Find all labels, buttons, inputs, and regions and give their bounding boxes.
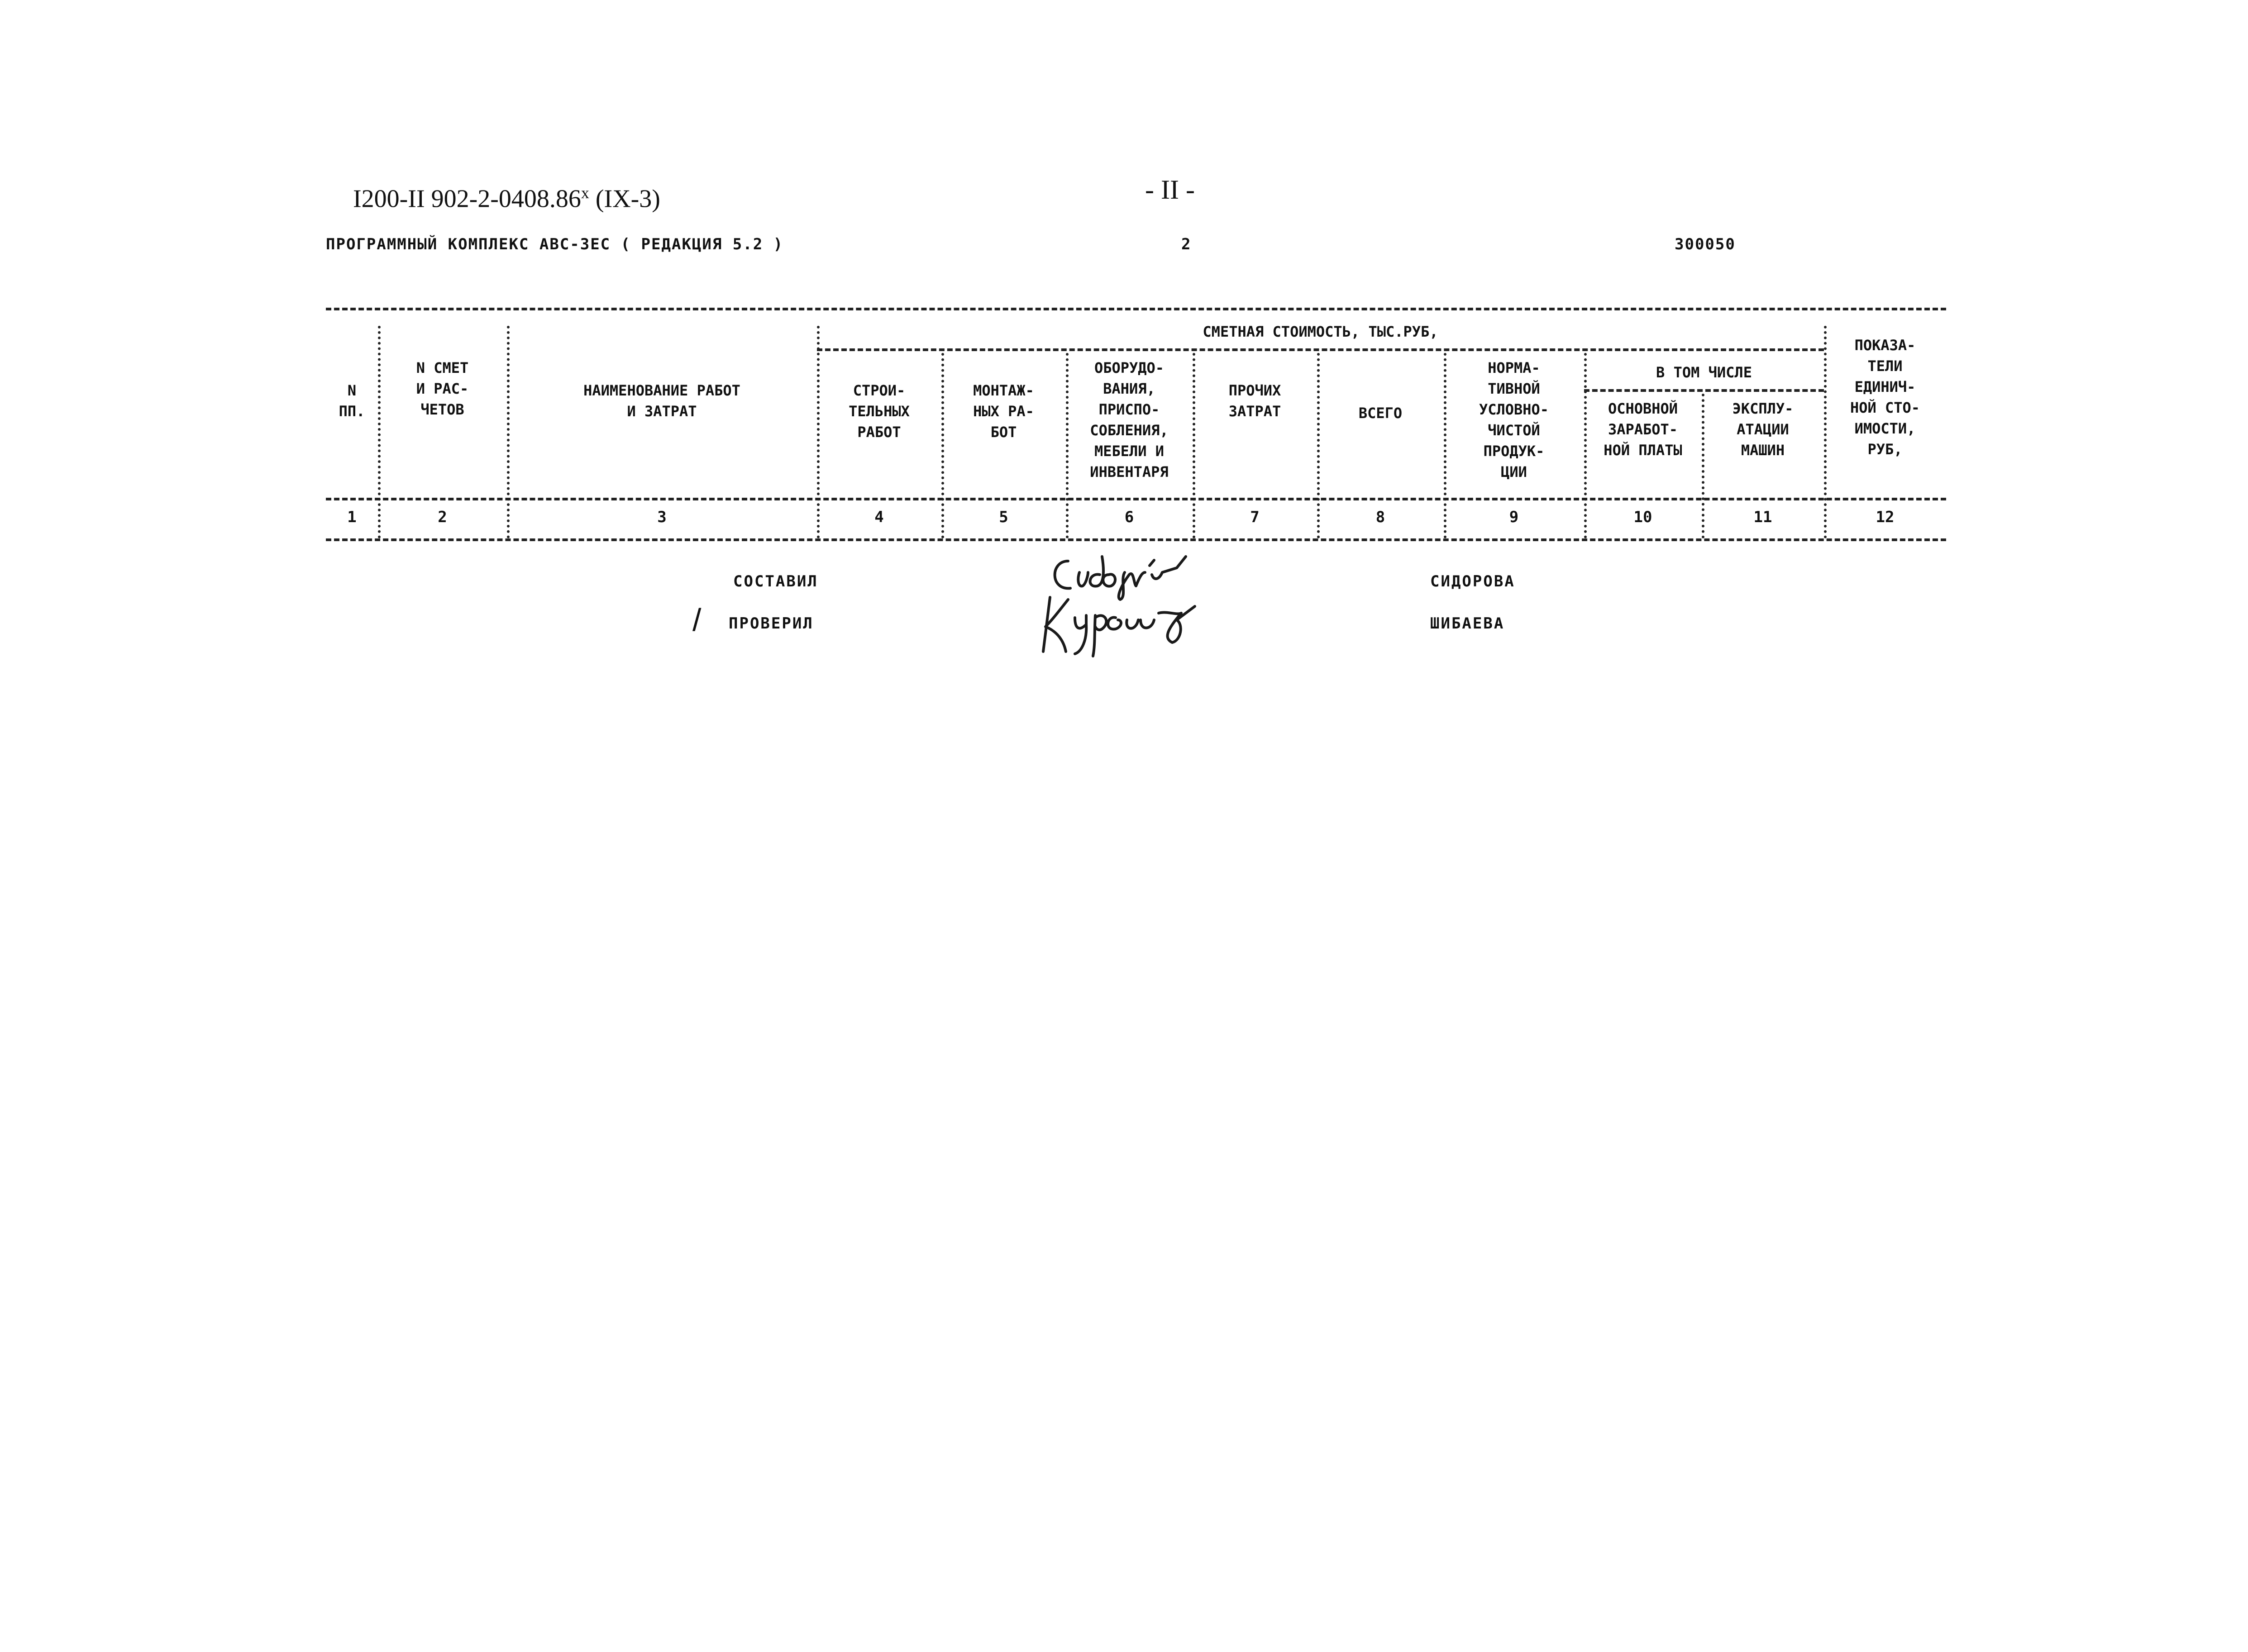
- column-number: 4: [874, 508, 884, 526]
- form-code: 300050: [1675, 235, 1736, 253]
- column-number: 10: [1633, 508, 1652, 526]
- compiled-by-name: СИДОРОВА: [1430, 572, 1515, 590]
- column-number: 6: [1124, 508, 1134, 526]
- signature-checked-by: [1032, 588, 1222, 661]
- compiled-by-label: СОСТАВИЛ: [733, 572, 818, 590]
- sheet-number: 2: [1181, 235, 1192, 253]
- checked-by-label: ПРОВЕРИЛ: [729, 614, 814, 633]
- document-code-suffix: (IX-3): [589, 185, 660, 213]
- column-header-equipment: ОБОРУДО- ВАНИЯ, ПРИСПО- СОБЛЕНИЯ, МЕБЕЛИ И ИНВЕНТАРЯ: [1090, 359, 1169, 481]
- column-header-work-name: НАИМЕНОВАНИЕ РАБОТ И ЗАТРАТ: [583, 382, 740, 420]
- slash-mark: /: [692, 602, 702, 638]
- column-header-basic-wages: ОСНОВНОЙ ЗАРАБОТ- НОЙ ПЛАТЫ: [1604, 400, 1682, 459]
- column-number: 2: [438, 508, 447, 526]
- group-header-estimated-cost: СМЕТНАЯ СТОИМОСТЬ, ТЫС.РУБ,: [1203, 323, 1438, 340]
- column-header-estimate-number: N СМЕТ И РАС- ЧЕТОВ: [416, 359, 469, 418]
- column-number: 5: [999, 508, 1008, 526]
- column-header-installation: МОНТАЖ- НЫХ РА- БОТ: [973, 382, 1034, 441]
- checked-by-name: ШИБАЕВА: [1430, 614, 1505, 633]
- column-header-other-costs: ПРОЧИХ ЗАТРАТ: [1228, 382, 1281, 420]
- column-number: 9: [1509, 508, 1519, 526]
- subgroup-header-including: В ТОМ ЧИСЛЕ: [1656, 364, 1752, 381]
- column-header-unit-cost: ПОКАЗА- ТЕЛИ ЕДИНИЧ- НОЙ СТО- ИМОСТИ, РУБ,: [1850, 337, 1920, 458]
- column-number: 8: [1375, 508, 1385, 526]
- column-header-number: N ПП.: [339, 382, 365, 420]
- column-number: 1: [347, 508, 357, 526]
- document-code-superscript: x: [581, 184, 589, 202]
- table-top-rule: [326, 308, 1946, 310]
- subgroup-header-rule: [1584, 389, 1824, 392]
- column-header-construction: СТРОИ- ТЕЛЬНЫХ РАБОТ: [849, 382, 910, 441]
- document-code: [353, 183, 660, 214]
- column-number: 3: [657, 508, 667, 526]
- group-header-rule: [817, 348, 1824, 351]
- column-number: 11: [1753, 508, 1772, 526]
- page-number: - II -: [1145, 175, 1195, 205]
- column-header-total: ВСЕГО: [1358, 405, 1403, 422]
- column-number: 7: [1250, 508, 1260, 526]
- estimate-table-header: [326, 308, 1946, 547]
- program-title: ПРОГРАММНЫЙ КОМПЛЕКС АВС-3ЕС ( РЕДАКЦИЯ 5.2 ): [326, 235, 784, 253]
- document-code-prefix: I200-II 902-2-0408.86: [353, 185, 581, 213]
- column-header-normative-products: НОРМА- ТИВНОЙ УСЛОВНО- ЧИСТОЙ ПРОДУК- ЦИИ: [1479, 359, 1549, 481]
- column-number: 12: [1876, 508, 1895, 526]
- numbers-bottom-rule: [326, 538, 1946, 541]
- column-header-machine-operation: ЭКСПЛУ- АТАЦИИ МАШИН: [1732, 400, 1794, 459]
